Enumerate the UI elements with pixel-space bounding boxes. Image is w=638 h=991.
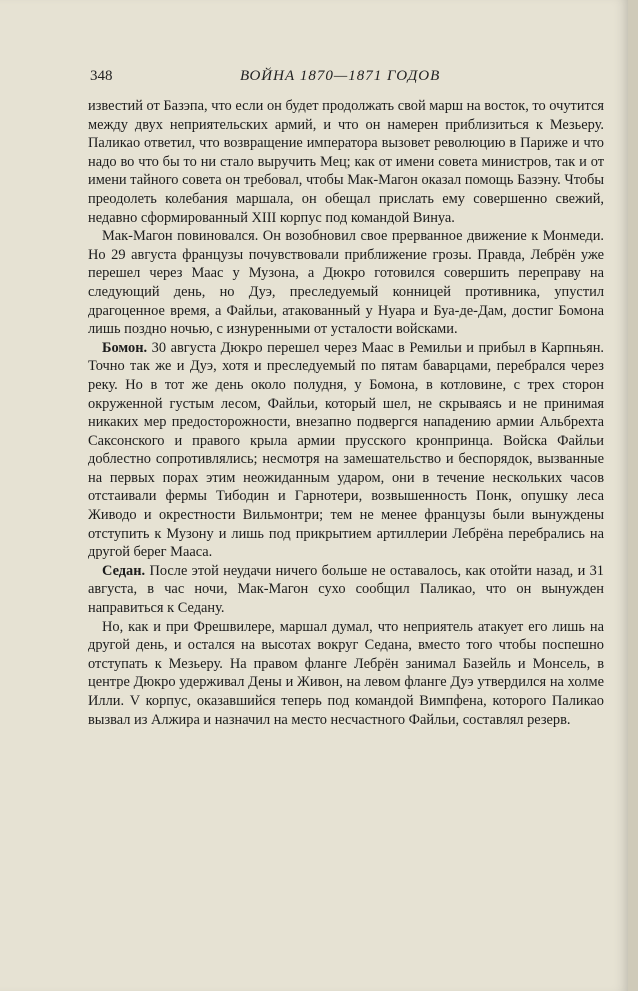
paragraph-text: известий от Базэпа, что если он будет продолжать свой марш на восток, то очутится между двух неприятельских армий, и что он намерен приблизиться к Мезьеру. Паликао ответил, что возвращение императора вызовет революцию в Париже и что надо во что бы то ни стало выручить Мец; как от имени совета министров, так и от имени тайного совета он требовал, чтобы Мак-Магон оказал помощь Базэну. Чтобы преодолеть колебания маршала, он обещал прислать ему совершенно свежий, недавно сформированный XIII корпус под командой Винуа. — [88, 98, 604, 226]
running-title: ВОЙНА 1870—1871 ГОДОВ — [240, 68, 441, 84]
section-heading-beaumont: Бомон. — [102, 339, 148, 356]
body-text — [88, 97, 604, 729]
page-number: 348 — [90, 68, 113, 84]
paragraph-text: 30 августа Дюкро перешел через Маас в Ремильи и прибыл в Карпньян. Точно так же и Дуэ, хотя и преследуемый по пятам баварцами, перебрался через реку. Но в тот же день около полудня, у Бомона, в котловине, с трех сторон окруженной густым лесом, Файльи, который шел, не скрываясь и не принимая никаких мер предосторожности, внезапно подвергся нападению армии Альбрехта Саксонского и правого крыла армии прусского кронпринца. Войска Файльи доблестно сопротивлялись; несмотря на замешательство и беспорядок, вызванные на первых порах этим неожиданным ударом, они в течение нескольких часов отстаивали фермы Тибодин и Гарнотери, возвышенность Понк, опушку леса Живодо и окрестности Вильмонтри; тем не менее французы были вынуждены отступить к Музону и лишь под прикрытием артиллерии Лебрёна перебрались на другой берег Мааса. — [88, 339, 604, 561]
paragraph-2 — [88, 227, 604, 339]
paragraph-text: После этой неудачи ничего больше не оставалось, как отойти назад, и 31 августа, в час ночи, Мак-Магон сухо сообщил Паликао, что он вынужден направиться к Седану. — [88, 562, 604, 617]
paragraph-beaumont — [88, 339, 604, 562]
page-header — [90, 68, 600, 90]
paragraph-1 — [88, 97, 604, 227]
paragraph-text: Мак-Магон повиновался. Он возобновил свое прерванное движение к Монмеди. Но 29 августа французы почувствовали приближение грозы. Правда, Лебрён уже перешел через Маас у Музона, а Дюкро готовился совершить переправу на следующий день, но Дуэ, преследуемый конницей противника, упустил драгоценное время, а Файльи, атакованный у Нуара и Буа-де-Дам, достиг Бомона лишь поздно ночью, с изнуренными от усталости войсками. — [88, 228, 604, 338]
paragraph-5 — [88, 618, 604, 730]
section-heading-sedan: Седан. — [102, 562, 146, 579]
paragraph-text: Но, как и при Фрешвилере, маршал думал, что неприятель атакует его лишь на другой день, и остался на высотах вокруг Седана, вместо того чтобы поспешно отступать к Мезьеру. На правом фланге Лебрён занимал Базейль и Монсель, в центре Дюкро удерживал Дены и Живон, на левом фланге Дуэ утвердился на холме Илли. V корпус, оказавшийся теперь под командой Вимпфена, которого Паликао вызвал из Алжира и назначил на место несчастного Файльи, составлял резерв. — [88, 618, 604, 728]
paragraph-sedan — [88, 562, 604, 618]
